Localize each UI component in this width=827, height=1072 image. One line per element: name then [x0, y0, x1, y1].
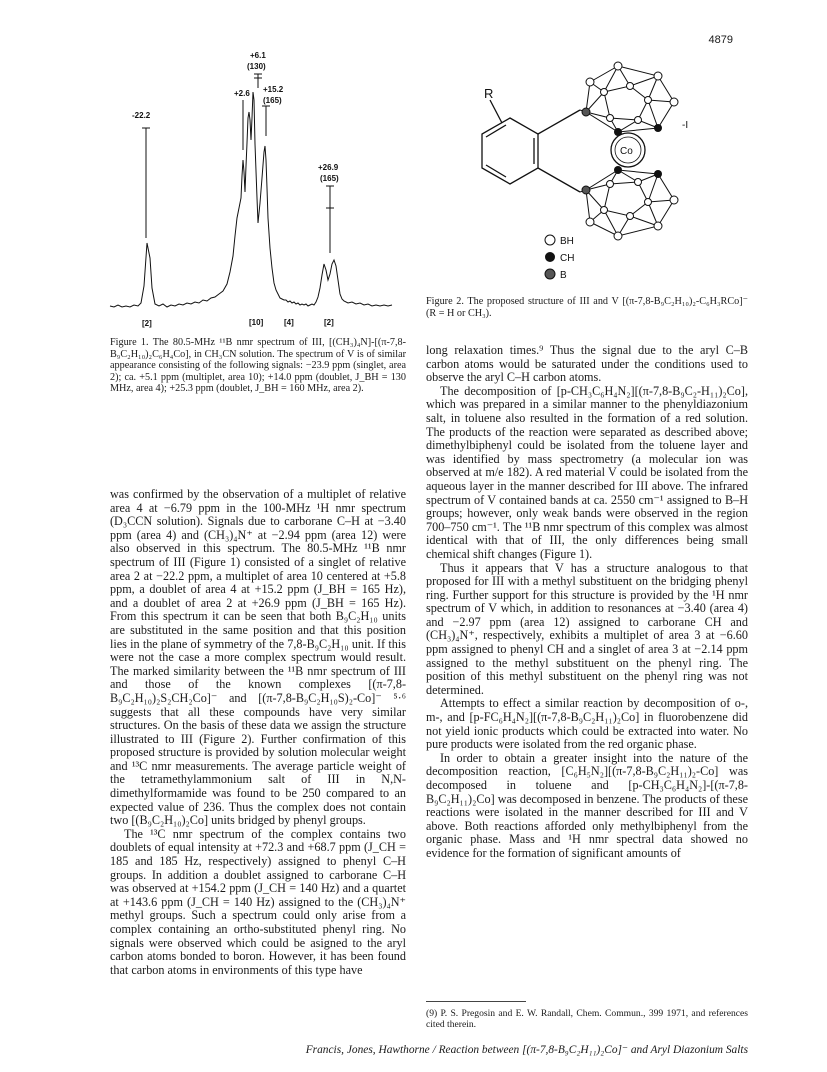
atom-legend — [545, 235, 574, 281]
left-text-column — [110, 488, 406, 977]
peak-label-2: +2.6 — [234, 89, 250, 98]
figure-2-structure — [470, 56, 700, 292]
peak-label-6: (165) — [263, 96, 282, 105]
area-label-4: [2] — [324, 318, 334, 327]
peak-label-8: (165) — [320, 174, 339, 183]
peak-label-4: (130) — [247, 62, 266, 71]
area-label-3: [4] — [284, 318, 294, 327]
footnote-rule — [426, 1001, 526, 1002]
paragraph: long relaxation times.⁹ Thus the signal due to the aryl C–B carbon atoms would be saturated under the conditions used to observe the aryl C–H carbon atoms. — [426, 343, 748, 385]
peak-label-5: +15.2 — [263, 85, 284, 94]
paragraph: In order to obtain a greater insight into the nature of the decomposition reaction, [C₆H₅N₂][(π-7,8-B₉C₂H₁₁)₂-Co] was decomposed in toluene and [p-CH₃C₆H₄N₂]-[(π-7,8-B₉C₂H₁₁)₂Co] was decomposed in benzene. The products of these reactions were isolated in the manner described for III and V above. Both reactions afforded only methylbiphenyl from the organic phase. Mass and ¹H nmr spectral data showed no evidence for the formation of significant amounts of — [426, 750, 748, 860]
peak-label-7: +26.9 — [318, 163, 339, 172]
legend-ch: CH — [560, 253, 575, 264]
nmr-trace — [110, 92, 392, 307]
peak-label-3: +6.1 — [250, 51, 266, 60]
page-number: 4879 — [708, 34, 733, 46]
phenyl-ring — [482, 100, 580, 192]
figure-1-caption: Figure 1. The 80.5-MHz ¹¹B nmr spectrum of III, [(CH₃)₄N]-[(π-7,8-B₉C₂H₁₀)₂C₆H₄Co], in CH₃CN solution. The spectrum of V is of similar appearance consisting of the following signals: −23.9 ppm (singlet, area 2); ca. +5.1 ppm (multiplet, area 10); +14.0 ppm (doublet, J_BH = 130 MHz, area 4); +25.3 ppm (doublet, J_BH = 160 MHz, area 2). — [110, 337, 406, 395]
legend-b: B — [560, 270, 567, 281]
paragraph: was confirmed by the observation of a multiplet of relative area 4 at −6.79 ppm in the 100-MHz ¹H nmr spectrum (D₃CCN solution). Signals due to carborane C–H at −3.40 ppm (area 4) and (CH₃)₄N⁺ at −2.94 ppm (area 12) were also observed in this spectrum. The 80.5-MHz ¹¹B nmr spectrum of III (Figure 1) consisted of a singlet of relative area 2 at −22.2 ppm, a multiplet of area 10 centered at +5.8 ppm, a doublet of area 4 at +15.2 ppm (J_BH = 165 Hz), and a doublet of area 2 at +26.9 ppm (J_BH = 165 Hz). From this spectrum it can be seen that both B₉C₂H₁₀ units are substituted in the same position and that this position lies in the plane of symmetry of the 7,8-B₉C₂H₁₀ unit. If this were not the case a more complex spectrum would result. The marked similarity between the ¹¹B nmr spectrum of III and those of the known complexes [(π-7,8-B₉C₂H₁₀)₂S₂CH₂Co]⁻ and [(π-7,8-B₉C₂H₁₀S)₂-Co]⁻ ⁵·⁶ suggests that all these compounds have very similar structures. On the basis of these data we assign the structure illustrated to III (Figure 2). Further confirmation of this proposed structure is provided by solution molecular weight and ¹³C nmr measurements. The average particle weight of the tetramethylammonium salt of III in N,N-dimethylformamide was found to be 250 compared to an expected value of 236. Thus the complex does not contain two [(B₉C₂H₁₀)₂Co] units bridged by phenyl groups. — [110, 487, 406, 828]
paragraph: Attempts to effect a similar reaction by decomposition of o-, m-, and [p-FC₆H₄N₂][(π-7,8-B₉C₂H₁₁)₂Co] in fluorobenzene did not yield ionic products which could be extracted into water. No pure products were isolated from the red organic phase. — [426, 696, 748, 752]
running-footer: Francis, Jones, Hawthorne / Reaction between [(π-7,8-B₉C₂H₁₁)₂Co]⁻ and Aryl Diazonium Salts — [305, 1044, 748, 1056]
peak-label-1: -22.2 — [132, 111, 151, 120]
r-substituent-label: R — [484, 86, 494, 101]
cobalt-label: Co — [620, 146, 633, 157]
area-label-1: [2] — [142, 319, 152, 328]
figure-1-spectrum — [108, 48, 408, 334]
charge-label: -I — [682, 120, 689, 131]
paragraph: The decomposition of [p-CH₃C₆H₄N₂][(π-7,8-B₉C₂-H₁₁)₂Co], which was prepared in a similar manner to the phenyldiazonium salt, in toluene also resulted in the formation of a red solution. The products of the reaction were separated as described above; dimethylbiphenyl could be isolated from the toluene layer and was identified by mass spectrometry (a molecular ion was observed at m/e 182). A red material V could be isolated from the aqueous layer in the manner described for III above. The infrared spectrum of V contained bands at ca. 2550 cm⁻¹ assigned to B–H groups; however, only weak bands were observed in the region 700–750 cm⁻¹. The ¹¹B nmr spectrum of this complex was almost identical with that of III, the only differences being small chemical shift changes (Figure 1). — [426, 383, 748, 561]
area-label-2: [10] — [249, 318, 264, 327]
figure-2-caption: Figure 2. The proposed structure of III and V [(π-7,8-B₉C₂H₁₀)₂-C₆H₃RCo]⁻ (R = H or CH₃). — [426, 296, 748, 319]
paragraph: The ¹³C nmr spectrum of the complex contains two doublets of equal intensity at +72.3 and +68.7 ppm (J_CH = 185 and 185 Hz, respectively) assigned to phenyl C–H groups. In addition a doublet assigned to carborane C–H was observed at +154.2 ppm (J_CH = 140 Hz) and a quartet at +143.6 ppm (J_CH = 140 Hz) assigned to the (CH₃)₄N⁺ methyl groups. Such a spectrum could only arise from a complex containing an ortho-substituted phenyl ring. No signals were observed which could be asigned to the aryl carbon atoms bonded to boron. However, it has been found that carbon atoms in environments of this type have — [110, 826, 406, 977]
footnote: (9) P. S. Pregosin and E. W. Randall, Chem. Commun., 399 1971, and references cited therein. — [426, 1008, 748, 1030]
legend-bh: BH — [560, 236, 574, 247]
paragraph: Thus it appears that V has a structure analogous to that proposed for III with a methyl substituent on the bridging phenyl ring. Further support for this structure is provided by the ¹H nmr spectrum of V which, in addition to resonances at −3.40 (area 4) and −2.97 ppm (area 12) assigned to carborane CH and (CH₃)₄N⁺, respectively, exhibits a multiplet of area 3 at −6.60 ppm assigned to phenyl CH and a singlet of area 3 at −2.14 ppm assigned to the methyl substituent on the phenyl ring. The position of this methyl substituent on the phenyl ring was not determined. — [426, 560, 748, 697]
right-text-column — [426, 344, 748, 861]
